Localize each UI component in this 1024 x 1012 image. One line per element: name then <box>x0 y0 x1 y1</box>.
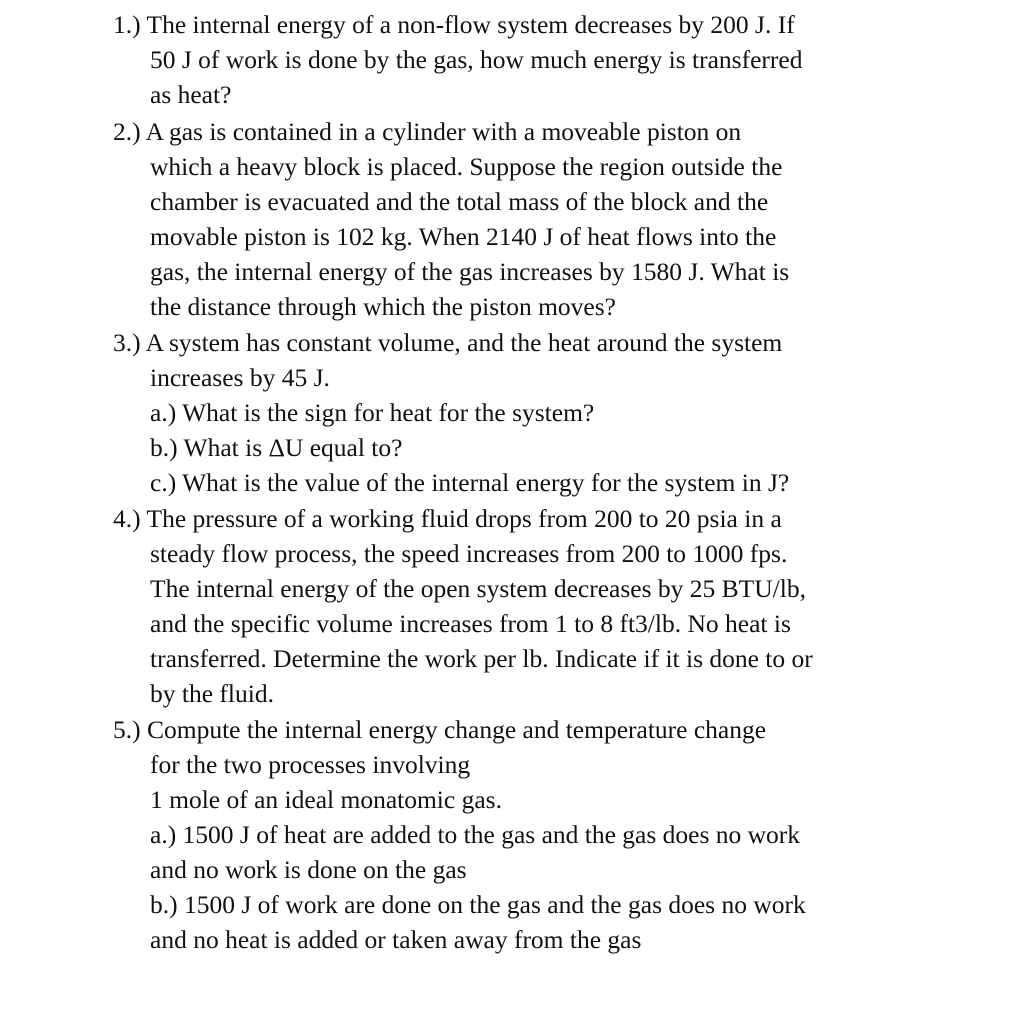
problem-5-part-a-line-1: a.) 1500 J of heat are added to the gas and the gas does no work <box>150 820 801 849</box>
problem-5-part-a-line-2: and no work is done on the gas <box>150 855 467 884</box>
problem-1-line-3: as heat? <box>150 80 232 109</box>
problem-5-line-2: for the two processes involving <box>150 750 471 779</box>
problem-1-line-2: 50 J of work is done by the gas, how much energy is transferred <box>150 45 803 74</box>
problem-3-part-a: a.) What is the sign for heat for the system? <box>150 398 595 427</box>
problem-5-line-1: 5.) Compute the internal energy change and temperature change <box>113 715 767 744</box>
problem-4-line-6: by the fluid. <box>150 679 274 708</box>
problem-1-line-1: 1.) The internal energy of a non-flow system decreases by 200 J. If <box>113 10 795 39</box>
problem-2-line-3: chamber is evacuated and the total mass of the block and the <box>150 187 769 216</box>
problem-4-line-1: 4.) The pressure of a working fluid drops from 200 to 20 psia in a <box>113 504 782 533</box>
problem-3-part-c: c.) What is the value of the internal energy for the system in J? <box>150 468 790 497</box>
problem-4-line-4: and the specific volume increases from 1 to 8 ft3/lb. No heat is <box>150 609 791 638</box>
problem-2-line-4: movable piston is 102 kg. When 2140 J of heat flows into the <box>150 222 777 251</box>
problem-3-line-2: increases by 45 J. <box>150 363 330 392</box>
problem-2-line-6: the distance through which the piston moves? <box>150 292 616 321</box>
problem-4-line-3: The internal energy of the open system decreases by 25 BTU/lb, <box>150 574 806 603</box>
problem-5-part-b-line-1: b.) 1500 J of work are done on the gas and the gas does no work <box>150 890 806 919</box>
problem-3-part-b: b.) What is ΔU equal to? <box>150 433 403 462</box>
problem-4-line-2: steady flow process, the speed increases from 200 to 1000 fps. <box>150 539 788 568</box>
problem-4-line-5: transferred. Determine the work per lb. Indicate if it is done to or <box>150 644 813 673</box>
problem-5-line-3: 1 mole of an ideal monatomic gas. <box>150 785 502 814</box>
problem-3-line-1: 3.) A system has constant volume, and the heat around the system <box>113 328 783 357</box>
problem-2-line-5: gas, the internal energy of the gas increases by 1580 J. What is <box>150 257 790 286</box>
problem-5-part-b-line-2: and no heat is added or taken away from the gas <box>150 925 642 954</box>
problem-2-line-2: which a heavy block is placed. Suppose the region outside the <box>150 152 783 181</box>
problem-2-line-1: 2.) A gas is contained in a cylinder with a moveable piston on <box>113 117 742 146</box>
